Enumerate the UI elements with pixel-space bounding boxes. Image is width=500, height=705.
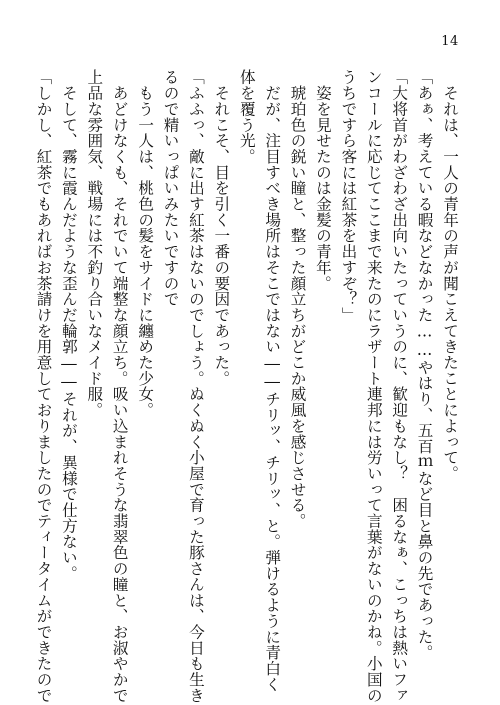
text-line: 「あぁ、考えている暇などなかった……やはり、五百ｍなど目と鼻の先であった。 [415,69,434,661]
text-line: 体を覆う光。 [237,69,256,165]
text-line: あどけなくも、それでいて端整な顔立ち。吸い込まれそうな翡翠色の瞳と、お淑やかで [110,69,129,703]
text-line: それこそ、目を引く一番の要因であった。 [212,69,231,386]
page-number: 14 [441,34,459,49]
text-line: もう一人は、桃色の髪をサイドに纏めた少女。 [136,69,155,418]
text-line: そして、霧に霞んだような歪んだ輪郭――それが、異様で仕方ない。 [59,69,78,581]
text-line: 「しかし、紅茶でもあればお茶請けを用意しておりましたのでティータイムができたので [34,69,53,703]
text-line: 「大将首がわざわざ出向いたっていうのに、歓迎もなし？ 困るなぁ、こっちは熱いファ [390,69,409,703]
text-line: うちですら客には紅茶を出すぞ？」 [339,69,358,323]
text-line: だが、注目すべき場所はそこではない――チリッ、チリッ、と。弾けるように青白く [263,69,282,692]
text-line: 上品な雰囲気、戦場には不釣り合いなメイド服。 [85,69,104,418]
text-line: 「ふふっ、敵に出す紅茶はないのでしょう。ぬくぬく小屋で育った豚さんは、今日も生き [186,69,205,703]
text-line: それは、一人の青年の声が聞こえてきたことによって。 [441,69,459,482]
text-line: ンコールに応じてここまで来たのにラザート連邦には労いって言葉がないのかね。小国の [364,69,383,703]
text-line: 姿を見せたのは金髪の青年。 [313,69,332,291]
text-line: るので精いっぱいみたいですので [161,69,180,307]
vertical-body-text [30,69,462,703]
text-line: 琥珀色の鋭い瞳と、整った顔立ちがどこか威風を感じさせる。 [288,69,307,529]
